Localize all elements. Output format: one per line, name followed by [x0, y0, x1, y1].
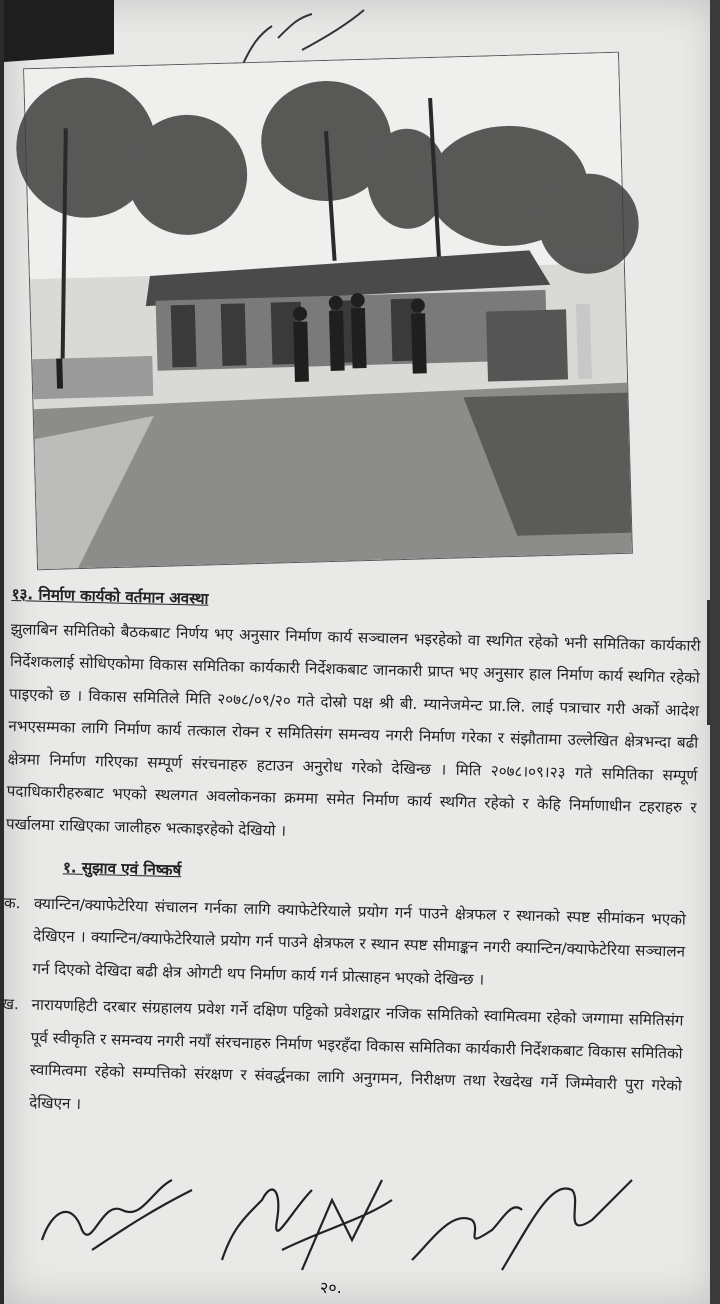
- signatures: [32, 1160, 712, 1280]
- conclusion-item: [0, 988, 692, 1135]
- document-page: [1, 0, 716, 1304]
- item-marker: क.: [3, 893, 21, 912]
- report-text: [0, 578, 702, 1135]
- conclusion-heading: १. सुझाव एवं निष्कर्ष: [62, 858, 182, 880]
- page-number: २०.: [320, 1278, 342, 1297]
- section-heading: १३. निर्माण कार्यको वर्तमान अवस्था: [11, 584, 209, 608]
- photo-illustration: [24, 53, 632, 569]
- item-text: नारायणहिटी दरबार संग्रहालय प्रवेश गर्ने दक्षिण पट्टिको प्रवेशद्वार नजिक समितिको स्वामित्वमा रहेको जग्गामा समितिसंग पूर्व स्वीकृति र समन्वय नगरी नयाँ संरचनाहरु निर्माण भइरहँदा विकास समितिका कार्यकारी निर्देशकबाट विकास समितिको स्वामित्वमा रहेको सम्पत्तिको संरक्षण र संवर्द्धनका लागि अनुगमन, निरीक्षण तथा रेखदेख गर्ने जिम्मेवारी पुरा गरेको देखिएन ।: [28, 995, 684, 1113]
- site-photograph: [23, 52, 633, 570]
- item-marker: ख.: [1, 994, 20, 1014]
- background-corner: [4, 0, 114, 62]
- conclusion-item: [2, 886, 694, 1000]
- section-paragraph: झुलाबिन समितिको बैठकबाट निर्णय भए अनुसार निर्माण कार्य सञ्चालन भइरहेको वा स्थगित रहेको भनी समितिका कार्यकारी निर्देशकलाई सोधिएकोमा विकास समितिका कार्यकारी निर्देशकबाट जानकारी प्राप्त भए अनुसार हाल निर्माण कार्य स्थगित रहेको पाइएको छ । विकास समितिले मिति २०७८/०९/२० गते दोस्रो पक्ष श्री बी. म्यानेजमेन्ट प्रा.लि. लाई पत्राचार गरी अर्को आदेश नभएसम्मका लागि निर्माण कार्य तत्काल रोक्न र समितिसंग समन्वय नगरी निर्माण गरेका र संझौतामा उल्लेखित क्षेत्रभन्दा बढी क्षेत्रमा निर्माण गरिएका सम्पूर्ण संरचनाहरु हटाउन अनुरोध गरेको देखिन्छ । मिति २०७८।०९।२३ गते समितिका सम्पूर्ण पदाधिकारीहरुबाट भएको स्थलगत अवलोकनका क्रममा समेत निर्माण कार्य स्थगित रहेको र केहि निर्माणाधीन टहराहरु र पर्खालमा राखिएका जालीहरु भत्काइरहेको देखियो ।: [5, 619, 701, 840]
- background-edge: [710, 0, 720, 1304]
- item-text: क्यान्टिन/क्याफेटेरिया संचालन गर्नका लागि क्याफेटेरियाले प्रयोग गर्न पाउने क्षेत्रफल र स्थानको स्पष्ट सीमांकन भएको देखिएन । क्यान्टिन/क्याफेटेरियाले प्रयोग गर्न पाउने क्षेत्रफल र स्थान स्पष्ट सीमाङ्कन नगरी क्यान्टिन/क्याफेटेरिया सञ्चालन गर्न दिएको देखिदा बढी क्षेत्र ओगटी थप निर्माण कार्य गर्न प्रोत्साहन भएको देखिन्छ ।: [32, 894, 687, 989]
